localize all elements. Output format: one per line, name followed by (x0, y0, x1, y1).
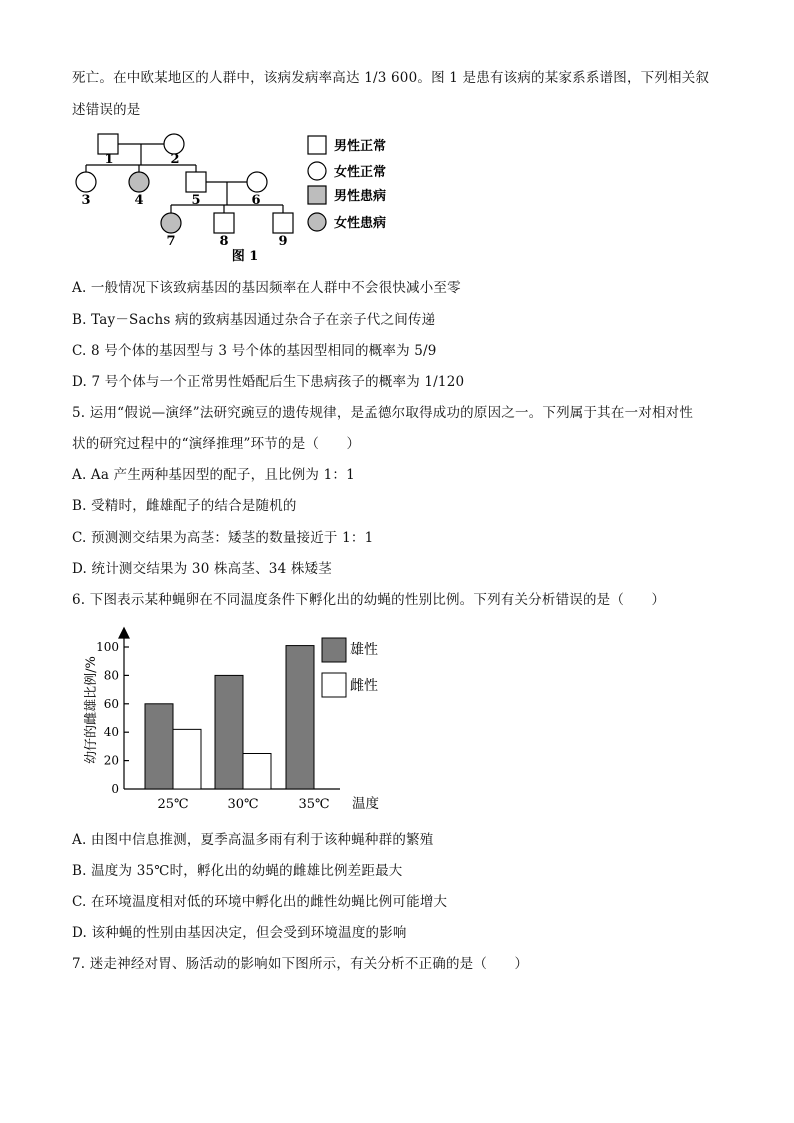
member-7-label: 7 (166, 234, 176, 249)
q5-option-a: A. Aa 产生两种基因型的配子，且比例为 1：1 (72, 467, 355, 483)
member-8-label: 8 (219, 234, 229, 249)
q6-stem: 6. 下图表示某种蝇卵在不同温度条件下孵化出的幼蝇的性别比例。下列有关分析错误的是（ ） (72, 592, 666, 608)
q5-option-d: D. 统计测交结果为 30 株高茎、34 株矮茎 (72, 561, 332, 577)
bar-male-0 (145, 704, 173, 789)
bar-female-1 (243, 754, 271, 790)
member-1-label: 1 (104, 152, 114, 167)
q4-option-d: D. 7 号个体与一个正常男性婚配后生下患病孩子的概率为 1/120 (72, 374, 465, 390)
q6-option-c: C. 在环境温度相对低的环境中孵化出的雌性幼蝇比例可能增大 (72, 894, 448, 910)
q5-stem-line-1: 5. 运用“假说—演绎”法研究豌豆的遗传规律，是孟德尔取得成功的原因之一。下列属于其在一对相对性 (72, 405, 694, 421)
member-9-label: 9 (278, 234, 288, 249)
category-label: 35℃ (298, 797, 330, 812)
intro-line-2: 述错误的是 (72, 102, 141, 118)
legend-male-swatch (322, 638, 346, 662)
ytick-label: 60 (103, 696, 119, 711)
legend-female-label: 雌性 (350, 678, 378, 694)
bar-female-0 (173, 729, 201, 789)
q7-stem: 7. 迷走神经对胃、肠活动的影响如下图所示，有关分析不正确的是（ ） (72, 956, 529, 972)
category-label: 25℃ (157, 797, 189, 812)
bar-male-1 (215, 675, 243, 789)
ytick-label: 20 (103, 753, 119, 768)
legend-male-label: 雄性 (350, 642, 378, 658)
member-2-label: 2 (170, 152, 180, 167)
member-4-label: 4 (134, 193, 144, 208)
figure1-caption: 图 1 (231, 249, 259, 264)
ytick-label: 40 (103, 725, 119, 740)
q6-option-d: D. 该种蝇的性别由基因决定，但会受到环境温度的影响 (72, 925, 407, 941)
ytick-label: 80 (103, 668, 119, 683)
member-3-label: 3 (81, 193, 91, 208)
q5-option-b: B. 受精时，雌雄配子的结合是随机的 (72, 498, 297, 514)
y-axis-title: 幼仔的雌雄比例/% (84, 656, 99, 764)
intro-line-1: 死亡。在中欧某地区的人群中，该病发病率高达 1/3 600。图 1 是患有该病的某家系系谱图，下列相关叙 (72, 70, 710, 86)
legend-female-normal-label: 女性正常 (334, 165, 387, 180)
legend-female-swatch (322, 673, 346, 697)
member-6-label: 6 (251, 193, 261, 208)
q4-option-a: A. 一般情况下该致病基因的基因频率在人群中不会很快减小至零 (72, 280, 461, 296)
ytick-label: 0 (111, 782, 119, 796)
ytick-label: 100 (96, 640, 119, 654)
bar-male-2 (286, 646, 314, 789)
q4-option-b: B. Tay－Sachs 病的致病基因通过杂合子在亲子代之间传递 (72, 312, 436, 328)
member-5-label: 5 (191, 193, 201, 208)
q6-option-a: A. 由图中信息推测，夏季高温多雨有利于该种蝇种群的繁殖 (72, 832, 434, 848)
x-axis-title: 温度 (352, 796, 379, 812)
q6-option-b: B. 温度为 35℃时，孵化出的幼蝇的雌雄比例差距最大 (72, 863, 403, 879)
category-label: 30℃ (227, 797, 259, 812)
y-axis-arrow (119, 628, 129, 638)
q5-option-c: C. 预测测交结果为高茎：矮茎的数量接近于 1：1 (72, 530, 374, 546)
legend-male-normal-label: 男性正常 (334, 139, 387, 154)
legend-female-affected-label: 女性患病 (334, 216, 387, 231)
legend-male-affected-label: 男性患病 (334, 189, 387, 204)
q4-option-c: C. 8 号个体的基因型与 3 号个体的基因型相同的概率为 5/9 (72, 343, 437, 359)
q5-stem-line-2: 状的研究过程中的“演绎推理”环节的是（ ） (72, 436, 361, 452)
